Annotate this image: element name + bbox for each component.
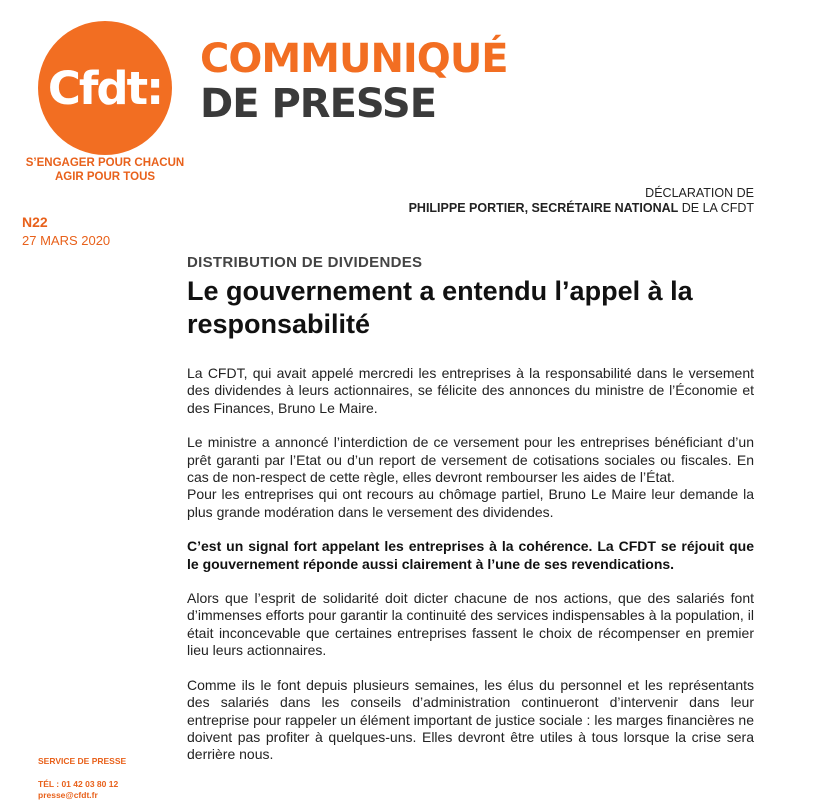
press-phone: TÉL : 01 42 03 80 12	[38, 779, 119, 789]
press-service-label: SERVICE DE PRESSE	[38, 756, 127, 766]
paragraph-2: Le ministre a annoncé l’interdiction de ce versement pour les entreprises bénéficiant d’un prêt garanti par l’Etat ou d’un report de versement de cotisations sociales ou fiscales. En cas de non-respect de cette règle, elles devront rembourser les aides de l’État.	[187, 434, 754, 486]
header-communique: COMMUNIQUÉ	[200, 36, 508, 82]
press-email[interactable]: presse@cfdt.fr	[38, 790, 98, 800]
article-title: Le gouvernement a entendu l’appel à la responsabilité	[187, 276, 693, 339]
cfdt-logo	[38, 21, 172, 155]
paragraph-3: Pour les entreprises qui ont recours au chômage partiel, Bruno Le Maire leur demande la plus grande modération dans le versement des dividendes.	[187, 486, 754, 520]
logo-text: Cfdt:	[47, 61, 163, 115]
declaration-author: PHILIPPE PORTIER, SECRÉTAIRE NATIONAL	[408, 201, 679, 215]
declaration	[409, 186, 754, 216]
article-body	[187, 365, 754, 781]
article-kicker: DISTRIBUTION DE DIVIDENDES	[187, 254, 423, 271]
declaration-author-line	[409, 201, 754, 216]
declaration-org: DE LA CFDT	[678, 201, 754, 215]
tagline-line1: S’ENGAGER POUR CHACUN	[25, 157, 185, 169]
declaration-line1: DÉCLARATION DE	[645, 186, 754, 200]
release-number: N22	[22, 214, 48, 230]
paragraph-4: Alors que l’esprit de solidarité doit dicter chacune de nos actions, que des salariés font d’immenses efforts pour garantir la continuité des services indispensables à la population, il était inconcevable que certaines entreprises fassent le choix de récompenser en premier lieu leurs actionnaires.	[187, 590, 754, 659]
paragraph-5: Comme ils le font depuis plusieurs semaines, les élus du personnel et les représentants des salariés dans les conseils d’administration continueront d’intervenir dans leur entreprise pour rappeler un élément important de justice sociale : les marges financières ne doivent pas profiter à quelques-uns. Elles devront être utiles à tous lorsque la crise sera derrière nous.	[187, 676, 754, 763]
paragraph-1: La CFDT, qui avait appelé mercredi les entreprises à la responsabilité dans le versement des dividendes à leurs actionnaires, se félicite des annonces du ministre de l’Économie et des Finances, Bruno Le Maire.	[187, 365, 754, 416]
paragraph-emphasis: C’est un signal fort appelant les entreprises à la cohérence. La CFDT se réjouit que le gouvernement réponde aussi clairement à l’une de ses revendications.	[187, 538, 754, 572]
tagline-line2: AGIR POUR TOUS	[54, 171, 156, 183]
header-de-presse: DE PRESSE	[200, 81, 437, 127]
release-date: 27 MARS 2020	[22, 233, 111, 248]
tagline	[20, 156, 190, 184]
